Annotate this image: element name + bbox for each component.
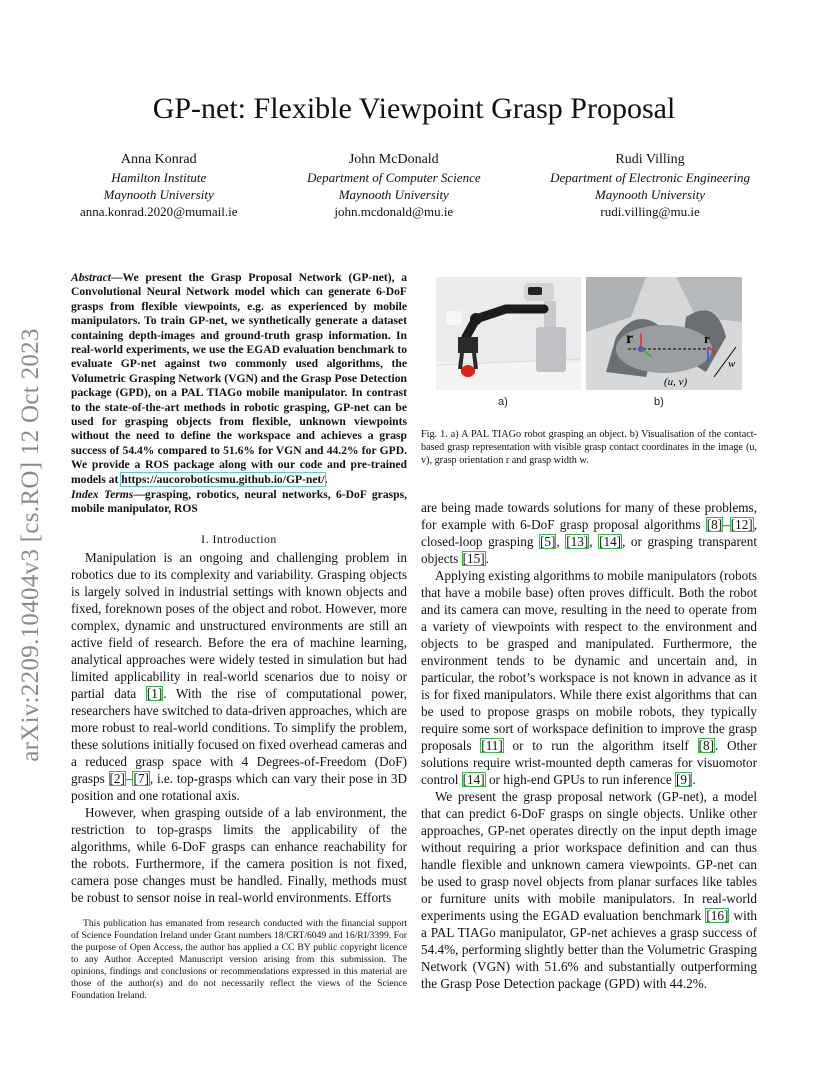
grasp-orientation-symbol: r: [626, 330, 634, 347]
index-terms-label: Index Terms: [71, 488, 134, 501]
text-run: ,: [589, 534, 599, 549]
text-run: with a PAL TIAGo manipulator, GP-net achieves a grasp success of 54.4%, performing slightly better than the Volumetric Grasping Network (VGN) with 51.6% and substantially outperforming the Grasp Pose Detection package (GPD) with 44.2%.: [421, 908, 757, 991]
author-univ: Maynooth University: [594, 187, 706, 202]
author-univ: Maynooth University: [103, 187, 214, 202]
grasp-width-label: w: [728, 358, 736, 370]
citation-link[interactable]: [7]: [133, 771, 149, 786]
text-run: .: [485, 551, 489, 566]
citation-link[interactable]: [5]: [540, 534, 556, 549]
abstract-end: .: [324, 472, 328, 486]
citation-link[interactable]: [14]: [599, 534, 622, 549]
citation-link[interactable]: [13]: [566, 534, 589, 549]
text-run: . Other solutions require wrist-mounted depth cameras for visuomotor control: [421, 738, 758, 787]
author-block: [80, 151, 750, 220]
text-run: , closed-loop grasping: [421, 517, 757, 549]
text-run: –: [125, 771, 133, 786]
contact-coordinate-label: (u, v): [664, 376, 688, 388]
citation-link[interactable]: [14]: [462, 772, 485, 787]
grasp-visualisation: [586, 277, 742, 390]
panel-label-a: a): [498, 396, 508, 408]
section-heading: I. Introduction: [201, 532, 277, 546]
text-run: .: [692, 772, 696, 787]
text-run: Manipulation is an ongoing and challenging problem in robotics due to its complexity and variability. Grasping objects is largely solved in industrial settings with known objects and fixed, foreknown poses of the object and robot. However, more complex, dynamic and unstructured environments are still an active field of research. Before the era of machine learning, analytical approaches were widely tested in simulation but had limited applicability in real-world scenarios due to noisy or partial data: [71, 550, 407, 701]
abstract: [71, 271, 407, 487]
paragraph: [71, 549, 407, 804]
citation-link[interactable]: [12]: [730, 517, 753, 532]
abstract-label: Abstract: [71, 271, 111, 284]
author-email: anna.konrad.2020@mumail.ie: [80, 204, 238, 219]
intro-right-column: [421, 499, 757, 992]
text-run: We present the grasp proposal network (GP-net), a model that can predict 6-DoF grasps on single objects. Unlike other approaches, GP-net operates directly on the input depth image without requiring a prior workspace definition and can thus handle flexible and unknown camera viewpoints. GP-net can be used to grasp novel objects from planar surfaces like tables or furniture units with mobile manipulators. In real-world experiments using the EGAD evaluation benchmark: [421, 789, 757, 923]
author-name: John McDonald: [348, 152, 439, 167]
text-run: . With the rise of computational power, researchers have switched to data-driven approaches, which are more robust to real-world conditions. To simplify the problem, these solutions initially focused on fixed overhead cameras and a reduced grasp space with 4 Degrees-of-Freedom (DoF) grasps: [71, 686, 407, 786]
paragraph: However, when grasping outside of a lab environment, the restriction to top-grasps limits the applicability of the algorithms, while 6-DoF grasps can enhance reachability for the robots. Furthermore, if the camera position is not fixed, camera pose changes must be handled. Finally, methods must be robust to sensor noise in real-world environments. Efforts: [71, 805, 407, 905]
figure-caption: Fig. 1. a) A PAL TIAGo robot grasping an object. b) Visualisation of the contact-based grasp representation with visible grasp contact coordinates in the image (u, v), grasp orientation r and grasp width w.: [421, 429, 757, 467]
index-terms: [71, 488, 407, 517]
author-3: [550, 151, 750, 220]
text-run: , i.e. top-grasps which can vary their pose in 3D position and one rotational axis.: [71, 771, 407, 803]
arxiv-identifier: [6, 330, 56, 760]
author-email: john.mcdonald@mu.ie: [334, 204, 454, 219]
paragraph: [421, 567, 757, 788]
author-1: [80, 151, 237, 220]
intro-left-column: [71, 549, 407, 906]
text-run: Applying existing algorithms to mobile manipulators (robots that have a mobile base) often proves difficult. Both the robot and its camera can move, resulting in the need to operate from a variety of viewpoints with respect to the environment and objects to be grasped and manipulated. Furthermore, the environment tends to be dynamic and uncertain and, in particular, the robot’s workspace is not known in advance as it is for fixed manipulators. While there exist algorithms that can be used to propose grasps on mobile robots, they typically require some sort of workspace definition to improve the grasp proposals: [421, 568, 757, 753]
author-name: Anna Konrad: [120, 152, 197, 167]
citation-link[interactable]: [15]: [462, 551, 485, 566]
citation-link[interactable]: [1]: [146, 686, 163, 701]
abstract-text: —We present the Grasp Proposal Network (GP-net), a Convolutional Neural Network model which can generate 6-DoF grasps from flexible viewpoints, e.g. as experienced by mobile manipulators. To train GP-net, we synthetically generate a dataset containing depth-images and ground-truth grasp information. In real-world experiments, we use the EGAD evaluation benchmark to evaluate GP-net against two commonly used algorithms, the Volumetric Grasping Network (VGN) and the Grasp Pose Detection package (GPD), on a PAL TIAGo mobile manipulator. In contrast to the state-of-the-art methods in robotic grasping, GP-net can be used for grasping objects from flexible, unknown viewpoints without the need to define the workspace and achieves a grasp success of 54.4% compared to 51.6% for VGN and 44.2% for GPD. We provide a ROS package along with our code and pre-trained models at: [71, 271, 407, 486]
arxiv-identifier-text: arXiv:2209.10404v3 [cs.RO] 12 Oct 2023: [17, 328, 44, 762]
text-run: , or grasping transparent objects: [421, 534, 757, 566]
author-dept: Department of Computer Science: [306, 170, 481, 185]
citation-link[interactable]: [9]: [675, 772, 692, 787]
paragraph: [421, 788, 757, 992]
citation-link[interactable]: [8]: [706, 517, 723, 532]
citation-link[interactable]: [11]: [481, 738, 503, 753]
citation-link[interactable]: [8]: [698, 738, 714, 753]
project-link[interactable]: https://aucoroboticsmu.github.io/GP-net/: [121, 472, 325, 486]
author-univ: Maynooth University: [338, 187, 449, 202]
text-run: –: [723, 517, 730, 532]
text-run: or to run the algorithm itself: [503, 738, 698, 753]
author-email: rudi.villing@mu.ie: [600, 204, 700, 219]
author-2: [307, 151, 481, 220]
grasp-orientation-symbol: r: [704, 331, 710, 346]
paper-title: GP-net: Flexible Viewpoint Grasp Proposal: [152, 92, 676, 125]
footnote: This publication has emanated from research conducted with the financial support of Science Foundation Ireland under Grant numbers 18/CRT/6049 and 16/RI/3399. For the purpose of Open Access, the author has applied a CC BY public copyright licence to any Author Accepted Manuscript version arising from this submission. The opinions, findings and conclusions or recommendations expressed in this material are those of the author(s) and do not necessarily reflect the views of the Science Foundation Ireland.: [71, 918, 407, 1001]
index-terms-text: —grasping, robotics, neural networks, 6-DoF grasps, mobile manipulator, ROS: [71, 488, 407, 516]
citation-link[interactable]: [2]: [109, 771, 125, 786]
paragraph: [421, 499, 757, 567]
figure-1: [436, 277, 742, 413]
panel-label-b: b): [654, 396, 664, 408]
text-run: ,: [556, 534, 566, 549]
author-dept: Department of Electronic Engineering: [550, 170, 750, 185]
robot-photo: [436, 277, 581, 390]
author-name: Rudi Villing: [615, 152, 685, 167]
author-dept: Hamilton Institute: [111, 170, 207, 185]
citation-link[interactable]: [16]: [706, 908, 729, 923]
text-run: are being made towards solutions for many of these problems, for example with 6-DoF grasp proposal algorithms: [421, 500, 757, 532]
text-run: or high-end GPUs to run inference: [485, 772, 675, 787]
